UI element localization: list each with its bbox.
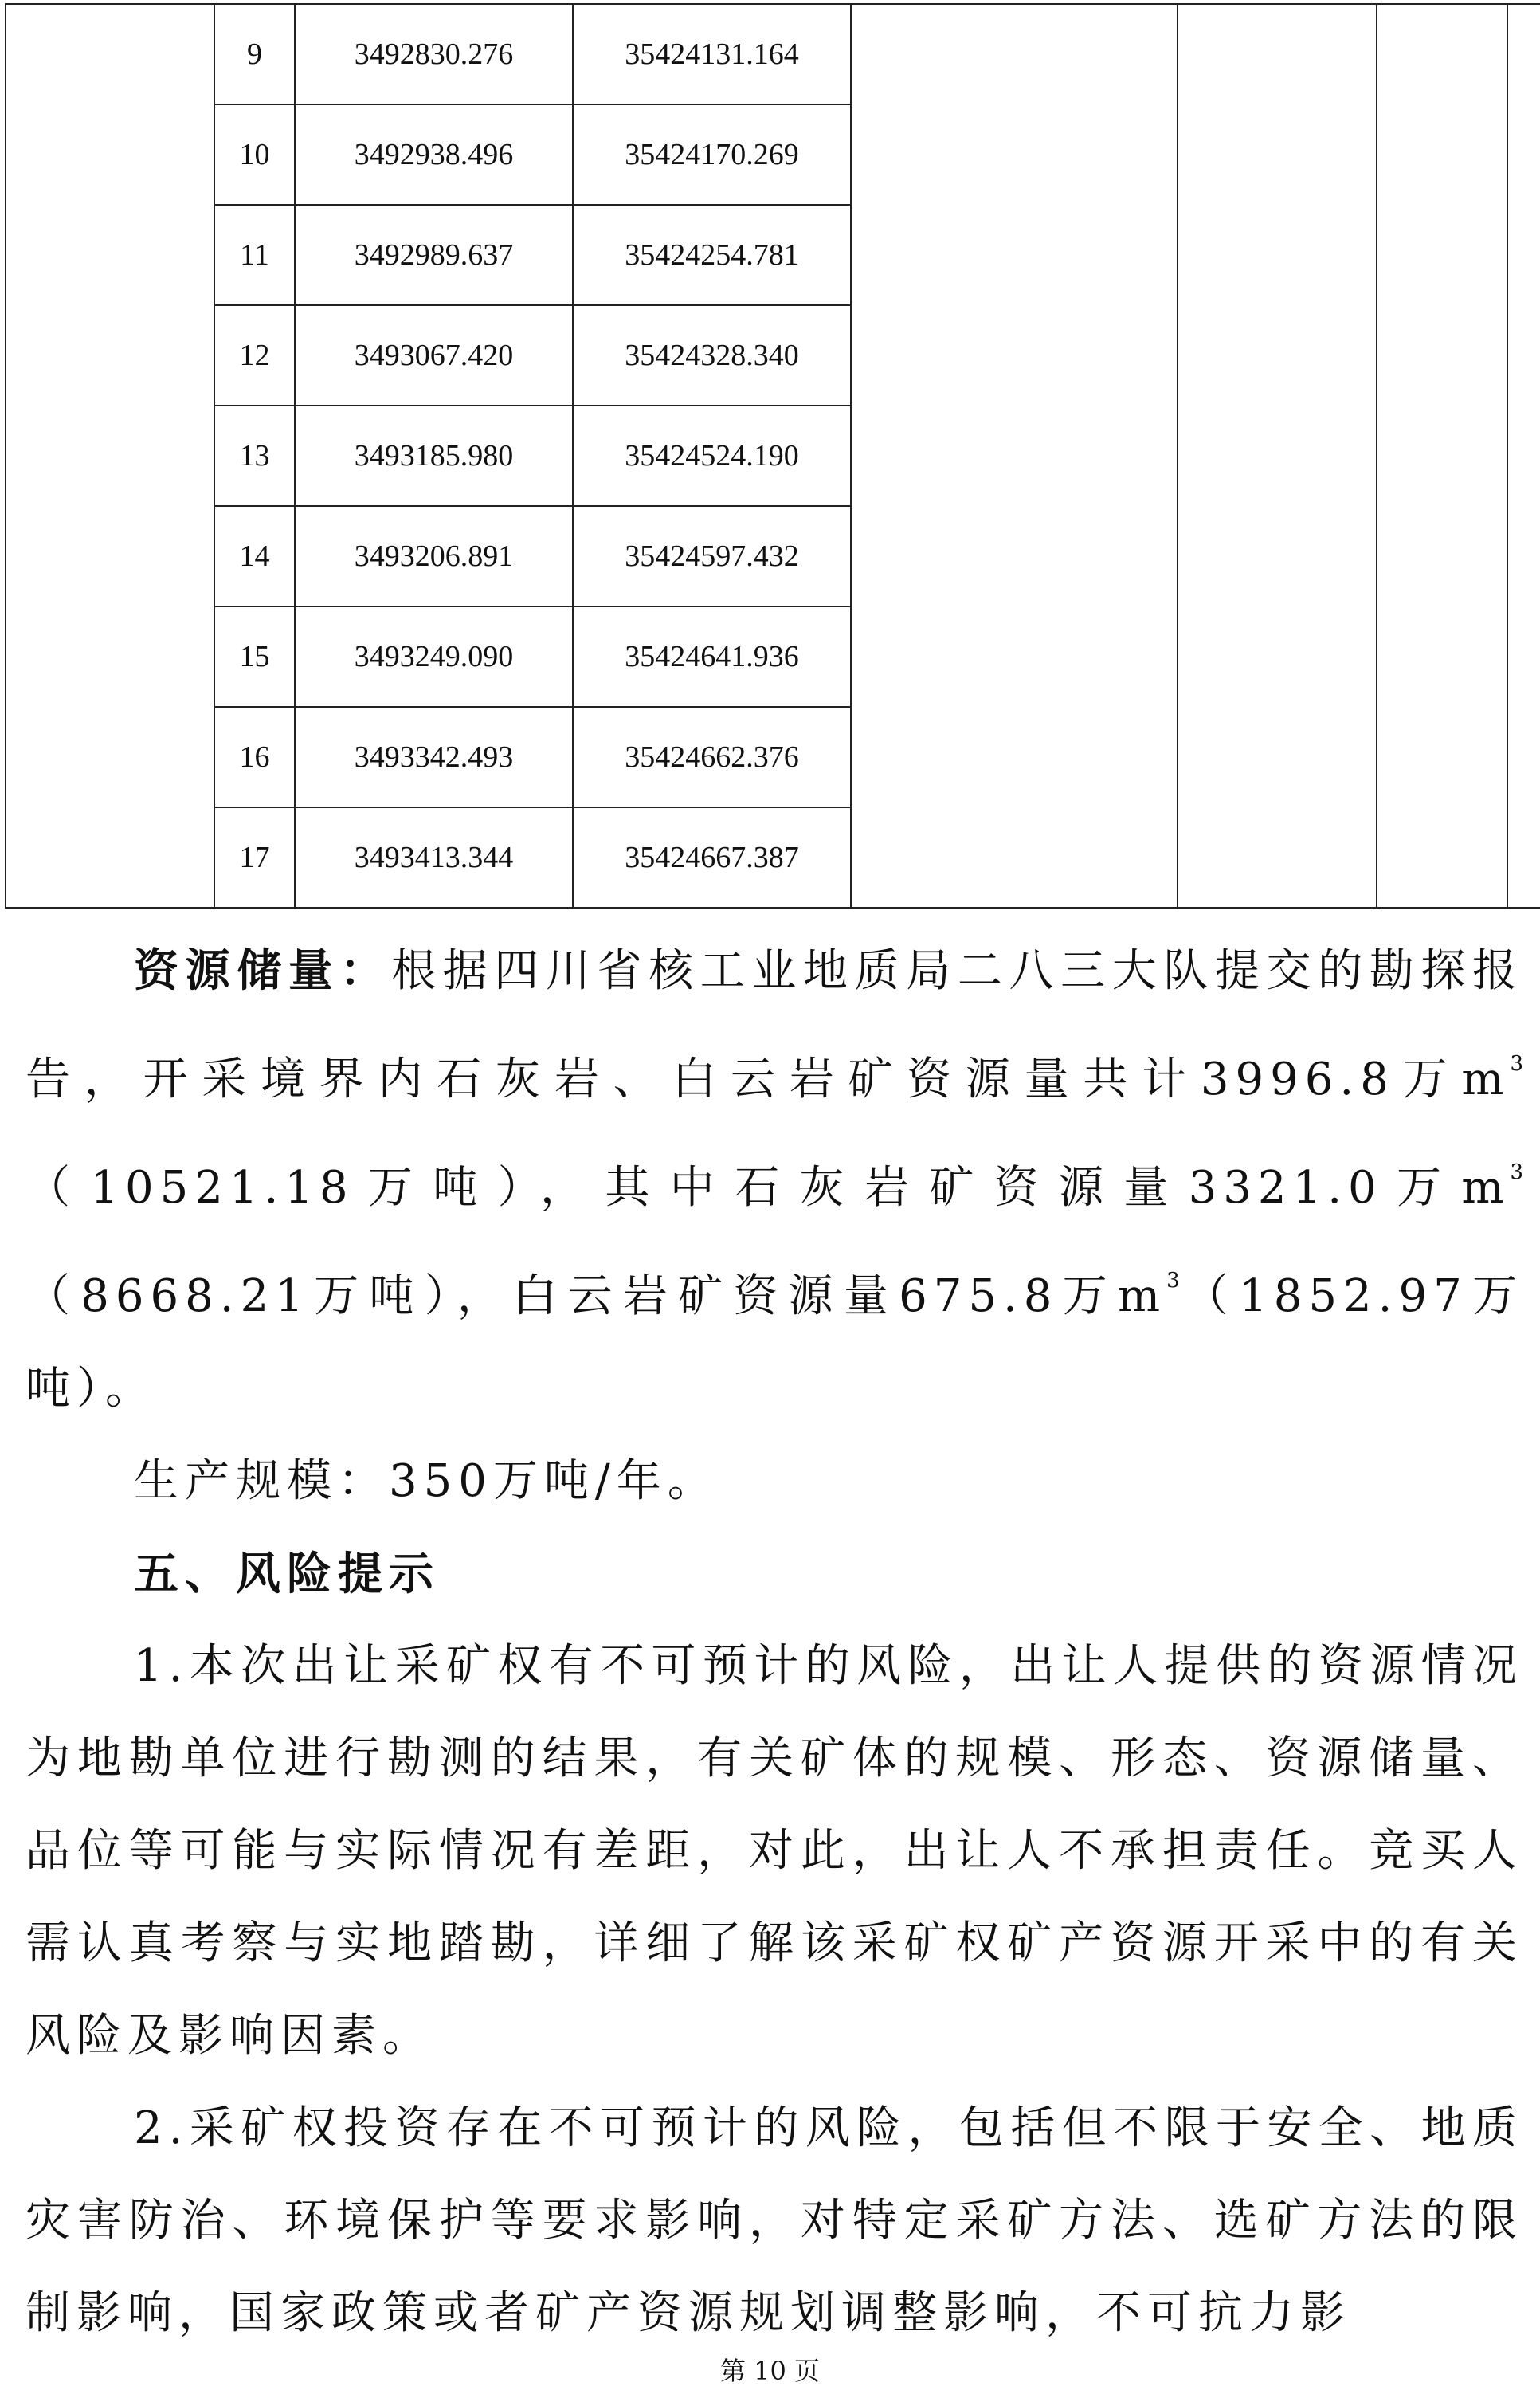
empty-cell [1178,707,1377,807]
x-coordinate: 3493067.420 [295,305,573,406]
empty-cell [1377,305,1507,406]
y-coordinate: 35424524.190 [573,406,851,506]
point-number: 10 [214,104,295,205]
y-coordinate: 35424131.164 [573,4,851,104]
empty-cell [1377,707,1507,807]
empty-cell [1507,707,1540,807]
reserves-paragraph [25,924,1523,1435]
reserves-text-a: 根据四川省核工业地质局二八三大队提交的勘探报告，开采境界内石灰岩、白云岩矿资源量共计3996.8万m [25,945,1524,1105]
empty-cell [6,606,214,707]
empty-cell [6,506,214,606]
table-row [6,506,1540,606]
empty-cell [1507,406,1540,506]
empty-cell [851,506,1178,606]
empty-cell [851,205,1178,305]
unit-superscript: 3 [1510,1160,1523,1184]
table-row [6,807,1540,908]
table-row [6,4,1540,104]
empty-cell [1377,205,1507,305]
empty-cell [1178,807,1377,908]
point-number: 11 [214,205,295,305]
empty-cell [1178,506,1377,606]
empty-cell [1178,104,1377,205]
x-coordinate: 3493249.090 [295,606,573,707]
x-coordinate: 3492938.496 [295,104,573,205]
main-text [25,924,1523,2360]
empty-cell [1178,406,1377,506]
empty-cell [6,406,214,506]
unit-superscript: 3 [1166,1269,1180,1293]
page-number: 第 10 页 [719,2356,821,2386]
x-coordinate: 3492830.276 [295,4,573,104]
empty-cell [6,4,214,104]
empty-cell [1377,606,1507,707]
empty-cell [851,707,1178,807]
empty-cell [1377,807,1507,908]
empty-cell [1178,4,1377,104]
empty-cell [1507,205,1540,305]
empty-cell [851,406,1178,506]
empty-cell [1377,506,1507,606]
empty-cell [851,807,1178,908]
y-coordinate: 35424597.432 [573,506,851,606]
reserves-text-d: （1852.97万吨）。 [25,1270,1523,1415]
empty-cell [1377,104,1507,205]
reserves-text-b: （10521.18万吨），其中石灰岩矿资源量3321.0万m [25,1162,1511,1214]
empty-cell [851,104,1178,205]
risk-item-1: 1.本次出让采矿权有不可预计的风险，出让人提供的资源情况为地勘单位进行勘测的结果，有关矿体的规模、形态、资源储量、品位等可能与实际情况有差距，对此，出让人不承担责任。竞买人需认真考察与实地踏勘，详细了解该采矿权矿产资源开采中的有关风险及影响因素。 [25,1640,1523,2062]
empty-cell [1377,4,1507,104]
y-coordinate: 35424328.340 [573,305,851,406]
y-coordinate: 35424170.269 [573,104,851,205]
table-row [6,606,1540,707]
empty-cell [1178,205,1377,305]
empty-cell [1507,305,1540,406]
table-row [6,406,1540,506]
empty-cell [6,305,214,406]
empty-cell [851,305,1178,406]
reserves-label: 资源储量： [134,944,392,997]
empty-cell [6,205,214,305]
empty-cell [6,807,214,908]
point-number: 14 [214,506,295,606]
y-coordinate: 35424662.376 [573,707,851,807]
table-row [6,707,1540,807]
y-coordinate: 35424667.387 [573,807,851,908]
x-coordinate: 3492989.637 [295,205,573,305]
table-row [6,305,1540,406]
section-heading: 五、风险提示 [134,1548,440,1600]
point-number: 12 [214,305,295,406]
empty-cell [851,606,1178,707]
x-coordinate: 3493185.980 [295,406,573,506]
point-number: 16 [214,707,295,807]
empty-cell [1507,104,1540,205]
y-coordinate: 35424254.781 [573,205,851,305]
y-coordinate: 35424641.936 [573,606,851,707]
point-number: 9 [214,4,295,104]
empty-cell [1377,406,1507,506]
coordinate-table [5,3,1540,909]
empty-cell [6,104,214,205]
table-row [6,104,1540,205]
point-number: 15 [214,606,295,707]
x-coordinate: 3493413.344 [295,807,573,908]
point-number: 17 [214,807,295,908]
x-coordinate: 3493206.891 [295,506,573,606]
empty-cell [1178,305,1377,406]
empty-cell [851,4,1178,104]
x-coordinate: 3493342.493 [295,707,573,807]
production-scale: 生产规模：350万吨/年。 [134,1455,719,1507]
empty-cell [1507,606,1540,707]
risk-item-2: 2.采矿权投资存在不可预计的风险，包括但不限于安全、地质灾害防治、环境保护等要求影响，对特定采矿方法、选矿方法的限制影响，国家政策或者矿产资源规划调整影响，不可抗力影 [25,2102,1523,2339]
table-row [6,205,1540,305]
unit-superscript: 3 [1510,1052,1523,1076]
empty-cell [6,707,214,807]
point-number: 13 [214,406,295,506]
empty-cell [1507,807,1540,908]
empty-cell [1178,606,1377,707]
empty-cell [1507,506,1540,606]
empty-cell [1507,4,1540,104]
reserves-text-c: （8668.21万吨），白云岩矿资源量675.8万m [25,1270,1167,1322]
